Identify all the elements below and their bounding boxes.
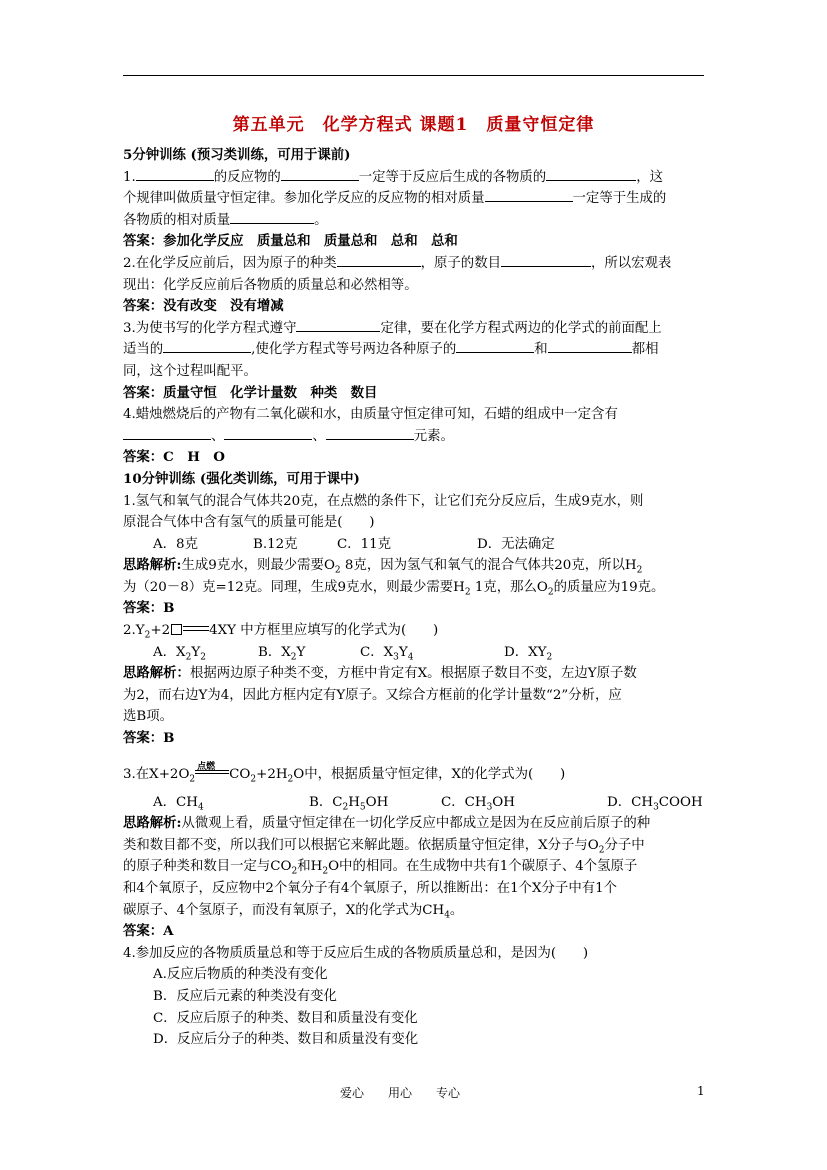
text: 个规律叫做质量守恒定律。参加化学反应的反应物的相对质量 (123, 191, 485, 207)
content-body (123, 145, 704, 1051)
text: O中，根据质量守恒定律，X的化学式为( ) (293, 766, 566, 782)
p3-explain4: 和4个氧原子，反应物中2个氧分子有4个氧原子，所以推断出：在1个X分子中有1个 (123, 881, 618, 896)
p3-explain2: 类和数目都不变，所以我们可以根据它来解此题。依据质量守恒定律，X分子与$O_2$分子中 (123, 837, 645, 856)
text: ,使化学方程式等号两边各种原子的 (251, 342, 457, 358)
answer-blank (136, 168, 214, 181)
answer-blank (501, 254, 591, 267)
p3-options (123, 792, 704, 814)
p3-explain3: 的原子种类和数目一定与$CO_2$和$H_2O$中的相同。在生成物中共有1个碳原子、4个氢原子 (123, 859, 638, 878)
text: O中的相同。在生成物中共有1个碳原子、4个氢原子 (328, 859, 638, 875)
answer-blank (230, 211, 314, 224)
option-b[interactable]: B．$X_2Y$ (258, 644, 306, 663)
reaction-condition: 点燃 (197, 761, 216, 772)
option-c[interactable]: C．11克 (337, 536, 392, 552)
p3-explain1 (123, 813, 704, 835)
q1-line2 (123, 188, 704, 210)
text: CO (229, 766, 251, 782)
text: 2.在化学反应前后，因为原子的种类 (123, 255, 337, 271)
p3-explain5: 碳原子、4个氢原子，而没有氧原子，X的化学式为$CH_4$。 (123, 902, 464, 921)
option-c[interactable]: C．$X_3Y_4$ (360, 644, 414, 663)
text: 1. (123, 169, 136, 185)
answer-blank (485, 189, 573, 202)
explain-label: 思路解析: (123, 815, 182, 832)
p2-explain3: 选B项。 (123, 709, 174, 725)
text: 生成9克水，则最少需要O (181, 558, 335, 574)
answer-blank (548, 340, 632, 353)
answer-1: 答案：参加化学反应 质量总和 质量总和 总和 总和 (123, 233, 458, 250)
p3-answer: 答案：A (123, 923, 174, 940)
text: 3.为使书写的化学方程式遵守 (123, 320, 297, 336)
answer-blank (546, 168, 636, 181)
text: ，这 (636, 169, 663, 185)
q2-line2: 现出：化学反应前后各物质的质量总和必然相等。 (123, 277, 418, 293)
answer-blank (281, 168, 359, 181)
header-rule (123, 75, 704, 76)
p2-answer: 答案：B (123, 730, 175, 747)
option-b[interactable]: B．反应后元素的种类没有变化 (153, 988, 337, 1004)
explain-label: 思路解析: (123, 557, 182, 574)
text: 2.Y (123, 623, 145, 639)
option-a[interactable]: A．8克 (153, 536, 198, 552)
answer-blank (224, 427, 312, 440)
text: 各物质的相对质量 (123, 212, 231, 228)
option-c[interactable]: C．$CH_3OH$ (441, 794, 515, 813)
text: 。 (314, 212, 328, 228)
text: 3.在X+2O (123, 766, 190, 782)
text: 、 (312, 428, 326, 444)
q4-line1: 4.蜡烛燃烧后的产物有二氧化碳和水，由质量守恒定律可知，石蜡的组成中一定含有 (123, 407, 618, 423)
text: 一定等于反应后生成的各物质的 (358, 169, 547, 185)
answer-4: 答案：C H O (123, 449, 225, 466)
section1-heading: 5分钟训练 (预习类训练，可用于课前) (123, 147, 351, 163)
option-d[interactable]: D．$CH_3COOH$ (607, 794, 703, 813)
page-number: 1 (697, 1084, 705, 1098)
p4-question: 4.参加反应的各物质质量总和等于反应后生成的各物质质量总和，是因为( ) (123, 945, 589, 961)
equals-sign-icon (183, 626, 209, 631)
answer-blank (163, 340, 251, 353)
text: 类和数目都不变，所以我们可以根据它来解此题。依据质量守恒定律，X分子与O (123, 837, 599, 853)
option-b[interactable]: B.12克 (253, 536, 298, 552)
text: 4XY 中方框里应填写的化学式为( ) (209, 623, 439, 639)
text: 的原子种类和数目一定与CO (123, 859, 292, 875)
text: 碳原子、4个氢原子，而没有氧原子，X的化学式为CH (123, 902, 445, 918)
text: 8克，因为氢气和氧气的混合气体共20克，所以H (340, 558, 637, 574)
option-d[interactable]: D．反应后分子的种类、数目和质量没有变化 (153, 1032, 419, 1048)
p2-question: $2.Y_2+2$ 4XY 中方框里应填写的化学式为( ) (123, 623, 439, 641)
text: ，原子的数目 (420, 255, 501, 271)
section2-heading: 10分钟训练 (强化类训练，可用于课中) (123, 470, 360, 487)
text: 和H (297, 859, 323, 875)
option-c[interactable]: C．反应后原子的种类、数目和质量没有变化 (153, 1010, 418, 1026)
text: 为（20－8）克=12克。同理，生成9克水，则最少需要H (123, 579, 465, 595)
text: ，所以宏观表 (590, 255, 672, 271)
q2-line1 (123, 253, 704, 275)
p3-question: 3.在$X+2O_2$ 点燃 $CO_2+2H_2O$中，根据质量守恒定律，X的化学式为( ) (123, 760, 704, 786)
q1-line3 (123, 210, 704, 232)
q4-line2 (123, 426, 704, 448)
answer-blank (456, 340, 534, 353)
text: 分子中 (604, 837, 645, 853)
q3-line1 (123, 318, 704, 340)
explain-label: 思路解析： (123, 665, 190, 682)
text: +2H (256, 766, 288, 782)
text: 1克，那么O (470, 579, 548, 595)
option-a[interactable]: A．$X_2Y_2$ (153, 644, 206, 663)
p1-explain2: 为（20－8）克=12克。同理，生成9克水，则最少需要$H_2$ 1克，那么$O_2$的质量应为19克。 (123, 579, 665, 598)
p2-explain1 (123, 663, 704, 685)
text: 元素。 (413, 428, 454, 444)
text: 的反应物的 (213, 169, 281, 185)
option-d[interactable]: D．无法确定 (477, 536, 555, 552)
text: 和 (534, 342, 548, 358)
page-title: 第五单元 化学方程式 课题1 质量守恒定律 (232, 115, 595, 135)
footer-motto: 爱心 用心 专心 (340, 1086, 461, 1100)
text: 定律，要在化学方程式两边的化学式的前面配上 (380, 320, 662, 336)
text: 根据两边原子种类不变，方框中肯定有X。根据原子数目不变，左边Y原子数 (189, 666, 637, 682)
text: 的质量应为19克。 (553, 579, 665, 595)
p1-line1: 1.氢气和氧气的混合气体共20克，在点燃的条件下，让它们充分反应后，生成9克水，则 (123, 493, 644, 509)
option-b[interactable]: B．$C_2H_5OH$ (309, 794, 389, 813)
option-a[interactable]: A.反应后物质的种类没有变化 (153, 967, 328, 983)
answer-blank (123, 427, 211, 440)
text: 一定等于生成的 (572, 191, 667, 207)
text: 、 (211, 428, 225, 444)
p1-answer: 答案：B (123, 600, 175, 617)
p1-explain1: 思路解析:生成9克水，则最少需要$O_2$ 8克，因为氢气和氧气的混合气体共20克，所以$H_2$ (123, 557, 643, 576)
p2-explain2: 为2，而右边Y为4，因此方框内定有Y原子。又综合方框前的化学计量数“2”分析，应 (123, 687, 622, 703)
text: 都相 (631, 342, 659, 358)
text: 适当的 (123, 342, 164, 358)
answer-blank (337, 254, 421, 267)
answer-2: 答案：没有改变 没有增减 (123, 298, 284, 315)
answer-3: 答案：质量守恒 化学计量数 种类 数目 (123, 384, 378, 401)
q3-line2 (123, 339, 704, 361)
blank-box-icon (171, 624, 182, 635)
answer-blank (326, 427, 414, 440)
text: +2 (150, 623, 171, 639)
option-a[interactable]: A．$CH_4$ (153, 794, 204, 813)
p2-options (123, 642, 704, 664)
answer-blank (296, 319, 380, 332)
text: 。 (449, 902, 464, 918)
text: 从微观上看，质量守恒定律在一切化学反应中都成立是因为在反应前后原子的种 (181, 816, 651, 832)
q3-line3: 同，这个过程叫配平。 (123, 363, 257, 379)
option-d[interactable]: D．$XY_2$ (504, 644, 553, 663)
q1-line1 (123, 167, 704, 189)
reaction-arrow-icon (195, 761, 229, 780)
p1-options (123, 534, 704, 556)
p1-line2: 原混合气体中含有氢气的质量可能是( ) (123, 515, 375, 531)
